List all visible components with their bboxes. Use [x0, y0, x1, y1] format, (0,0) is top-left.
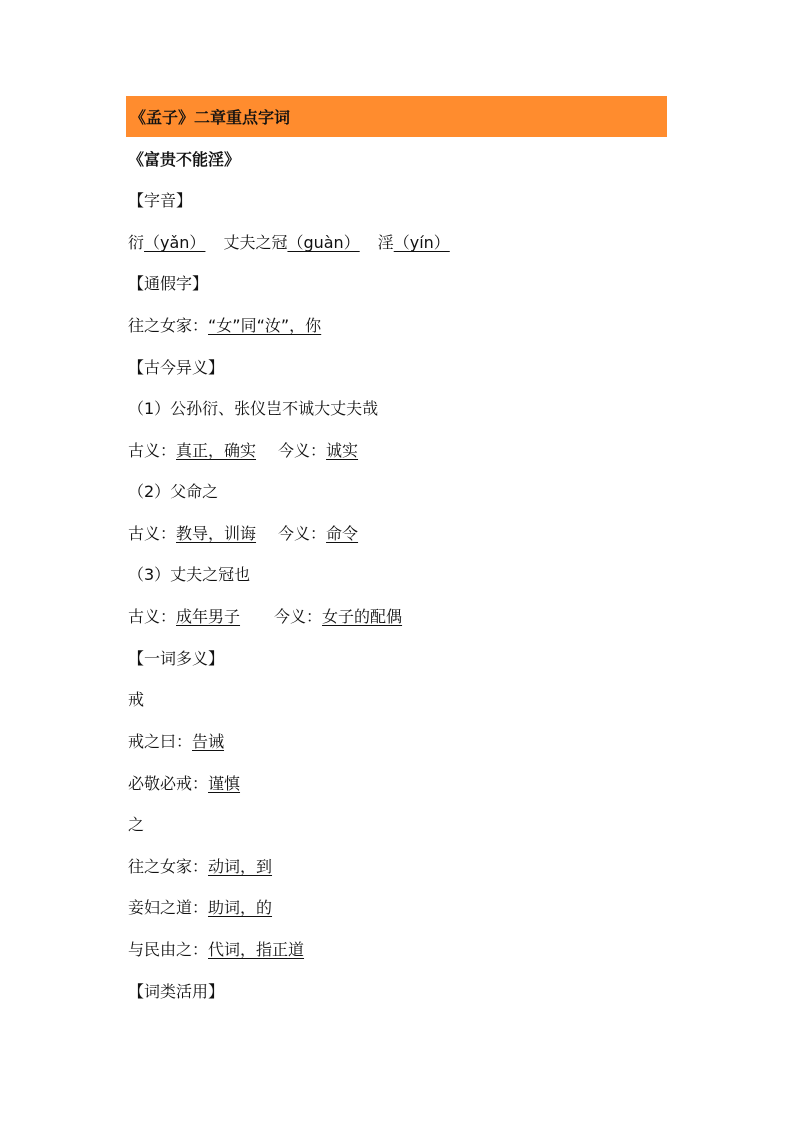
duoyi-entry — [128, 856, 272, 878]
word: 衍 — [128, 233, 145, 252]
duoyi-entry — [128, 897, 272, 919]
word: 丈夫之冠 — [223, 233, 288, 252]
tongjia-text: “女”同“汝”，你 — [208, 316, 322, 335]
jin-meaning: 命令 — [326, 524, 359, 543]
heading-pronunciation: 【字音】 — [128, 191, 193, 210]
entry-lead: 与民由之： — [128, 940, 209, 959]
gu-label: 古义： — [128, 524, 177, 543]
gu-label: 古义： — [128, 607, 177, 626]
title-banner — [126, 96, 667, 137]
section-title: 《富贵不能淫》 — [128, 150, 241, 169]
duoyi-entry — [128, 939, 304, 961]
guji-item: （3）丈夫之冠也 — [128, 565, 251, 584]
word: 淫 — [377, 233, 394, 252]
entry-lead: 妾妇之道： — [128, 898, 209, 917]
heading-huoyong: 【词类活用】 — [128, 982, 225, 1001]
entry-meaning: 助词，的 — [208, 898, 273, 917]
guji-meaning-line — [128, 440, 358, 462]
duoyi-word: 之 — [128, 815, 145, 834]
heading-duoyi: 【一词多义】 — [128, 649, 225, 668]
guji-meaning-line — [128, 523, 358, 545]
entry-lead: 必敬必戒： — [128, 774, 209, 793]
gu-meaning: 真正，确实 — [176, 441, 257, 460]
heading-tongjia: 【通假字】 — [128, 274, 209, 293]
jin-label: 今义： — [274, 607, 323, 626]
entry-meaning: 告诫 — [192, 732, 225, 751]
jin-label: 今义： — [278, 441, 327, 460]
entry-lead: 戒之曰： — [128, 732, 193, 751]
gu-meaning: 教导，训诲 — [176, 524, 257, 543]
guji-item: （1）公孙衍、张仪岂不诚大丈夫哉 — [128, 399, 379, 418]
guji-meaning-line — [128, 606, 402, 628]
jin-meaning: 女子的配偶 — [322, 607, 403, 626]
pronunciation-line — [128, 232, 450, 254]
entry-lead: 往之女家： — [128, 857, 209, 876]
entry-meaning: 谨慎 — [208, 774, 241, 793]
duoyi-word: 戒 — [128, 690, 145, 709]
gu-meaning: 成年男子 — [176, 607, 241, 626]
pinyin: （guàn） — [287, 233, 360, 252]
pinyin: （yǎn） — [144, 233, 206, 252]
jin-label: 今义： — [278, 524, 327, 543]
jin-meaning: 诚实 — [326, 441, 359, 460]
guji-item: （2）父命之 — [128, 482, 219, 501]
document-title: 《孟子》二章重点字词 — [130, 108, 291, 127]
heading-guji: 【古今异义】 — [128, 358, 225, 377]
entry-meaning: 代词，指正道 — [208, 940, 305, 959]
duoyi-entry — [128, 773, 240, 795]
entry-meaning: 动词，到 — [208, 857, 273, 876]
tongjia-lead: 往之女家： — [128, 316, 209, 335]
tongjia-line — [128, 315, 321, 337]
gu-label: 古义： — [128, 441, 177, 460]
pinyin: （yín） — [393, 233, 450, 252]
duoyi-entry — [128, 731, 224, 753]
